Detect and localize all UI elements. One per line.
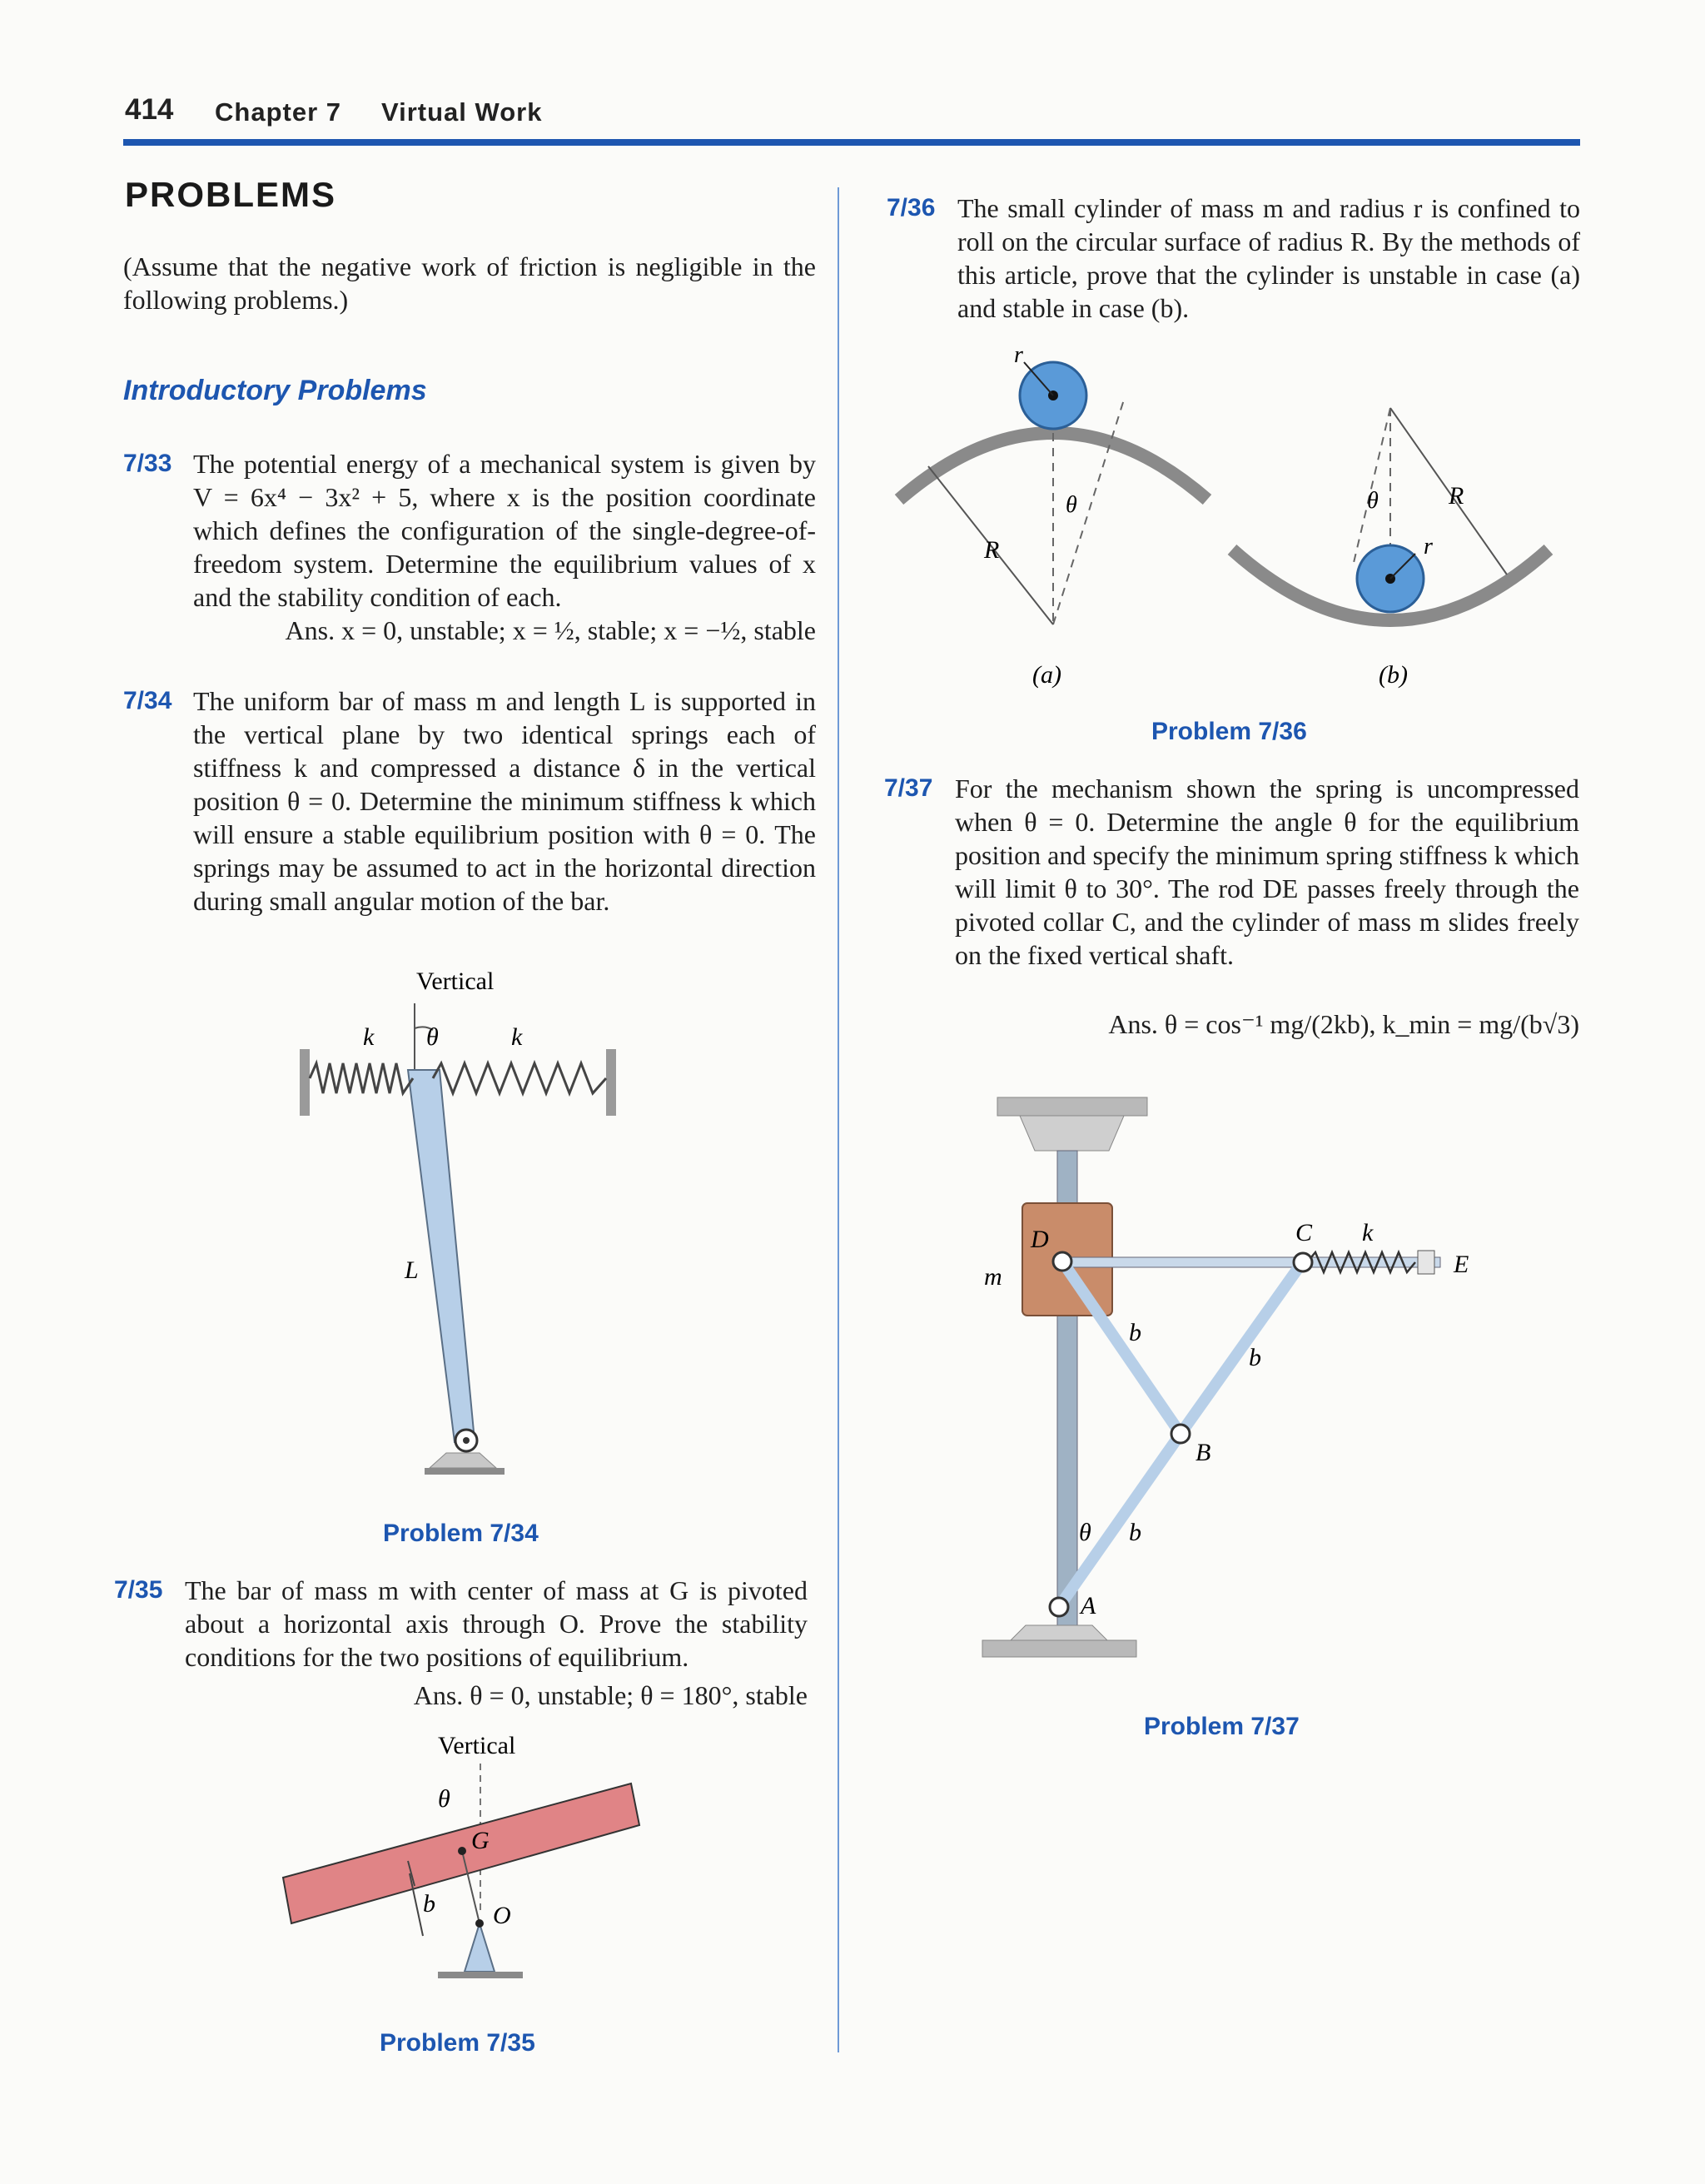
figure-7-36: [891, 341, 1573, 699]
problem-number: 7/33: [123, 450, 172, 477]
label-b-AB: b: [1129, 1519, 1141, 1546]
ground-support: [982, 1640, 1136, 1657]
collar-C: [1294, 1253, 1312, 1271]
label-case-b: (b): [1379, 661, 1408, 689]
header-rule: [123, 139, 1580, 146]
section-title: PROBLEMS: [125, 175, 337, 214]
pin-B: [1171, 1425, 1190, 1443]
ground: [438, 1972, 523, 1978]
rod-DE: [1061, 1257, 1440, 1267]
label-r-b: r: [1424, 534, 1433, 560]
label-R-b: R: [1449, 482, 1464, 510]
figure-caption: Problem 7/36: [1151, 718, 1307, 745]
problem-number: 7/37: [884, 774, 933, 802]
pivot-point: [475, 1919, 484, 1928]
problem-number: 7/35: [114, 1576, 163, 1604]
rod-end-E: [1418, 1251, 1434, 1274]
subsection-heading: Introductory Problems: [123, 375, 427, 406]
problem-text: The potential energy of a mechanical system is given by V = 6x⁴ − 3x² + 5, where x is the position coordinate which defines the configuration of the single-degree-of-freedom system. Determine the equilibrium values of x and the stability condition of each.: [193, 449, 816, 612]
pivot-base: [430, 1453, 496, 1468]
label-vertical: Vertical: [438, 1732, 516, 1759]
label-G: G: [471, 1827, 490, 1854]
label-D: D: [1031, 1226, 1049, 1253]
label-r-a: r: [1014, 342, 1023, 368]
label-E: E: [1454, 1251, 1469, 1278]
page-number: 414: [125, 93, 174, 126]
label-R-a: R: [984, 536, 1000, 564]
label-B: B: [1195, 1439, 1211, 1466]
label-C: C: [1295, 1219, 1313, 1246]
chapter-title: Virtual Work: [381, 97, 543, 127]
left-spring: [310, 1063, 413, 1093]
chapter-number: Chapter 7: [215, 97, 341, 127]
label-k: k: [1362, 1219, 1374, 1246]
problem-text: The uniform bar of mass m and length L is supported in the vertical plane by two identical springs each of stiffness k and compressed a distance δ in the vertical position θ = 0. Determine the minimum stiffness k which will ensure a stable equilibrium position with θ = 0. The springs may be assumed to act in the horizontal direction during small angular motion of the bar.: [193, 686, 816, 916]
label-case-a: (a): [1032, 661, 1061, 689]
figure-7-34: [291, 970, 641, 1486]
label-theta-a: θ: [1066, 492, 1077, 518]
column-divider: [838, 187, 839, 2052]
label-b: b: [423, 1890, 435, 1918]
label-theta-b: θ: [1367, 488, 1379, 514]
figure-caption: Problem 7/35: [380, 2029, 535, 2057]
link-DB: [1062, 1261, 1181, 1434]
pivot-support: [465, 1923, 495, 1972]
figure-caption: Problem 7/37: [1144, 1713, 1300, 1740]
label-b-DB: b: [1129, 1319, 1141, 1346]
label-m: m: [984, 1263, 1002, 1291]
pin-D: [1053, 1252, 1071, 1271]
label-L: L: [405, 1256, 419, 1284]
figure-7-35: [275, 1724, 658, 1990]
pin-A: [1050, 1598, 1068, 1616]
label-theta: θ: [426, 1023, 439, 1051]
label-A: A: [1081, 1592, 1096, 1619]
label-k-right: k: [511, 1023, 523, 1051]
label-k-left: k: [363, 1023, 375, 1051]
ground: [425, 1468, 505, 1475]
problem-answer: Ans. x = 0, unstable; x = ½, stable; x = −½, stable: [285, 615, 816, 645]
figure-caption: Problem 7/34: [383, 1520, 539, 1547]
problem-number: 7/36: [887, 194, 936, 221]
label-O: O: [493, 1902, 511, 1929]
problem-text: The small cylinder of mass m and radius r is confined to roll on the circular surface of radius R. By the methods of this article, prove that the cylinder is unstable in case (a) and stable in case (b).: [957, 193, 1580, 323]
left-wall: [300, 1049, 310, 1116]
link-BC: [1181, 1261, 1303, 1434]
label-theta: θ: [1079, 1519, 1091, 1546]
problem-text: For the mechanism shown the spring is uncompressed when θ = 0. Determine the angle θ for the equilibrium position and specify the minimum spring stiffness k which will limit θ to 30°. The rod DE passes freely through the pivoted collar C, and the cylinder of mass m slides freely on the fixed vertical shaft.: [955, 774, 1579, 970]
problem-text: The bar of mass m with center of mass at G is pivoted about a horizontal axis through O. Prove the stability conditions for the two positions of equilibrium.: [185, 1575, 808, 1672]
top-bracket: [1020, 1116, 1124, 1151]
figure-7-37: [974, 1091, 1490, 1674]
center-of-mass-dot: [458, 1847, 466, 1855]
problem-answer: Ans. θ = 0, unstable; θ = 180°, stable: [413, 1680, 808, 1710]
top-support: [997, 1097, 1147, 1116]
assumption-note: (Assume that the negative work of friction is negligible in the following problems.): [123, 251, 816, 315]
right-wall: [606, 1049, 616, 1116]
base-bracket: [1011, 1625, 1107, 1640]
label-b-BC: b: [1249, 1344, 1261, 1371]
problem-answer: Ans. θ = cos⁻¹ mg/(2kb), k_min = mg/(b√3): [1108, 1009, 1579, 1039]
right-spring: [433, 1063, 606, 1093]
label-theta: θ: [438, 1785, 450, 1813]
label-vertical: Vertical: [416, 970, 495, 995]
problem-number: 7/34: [123, 687, 172, 714]
